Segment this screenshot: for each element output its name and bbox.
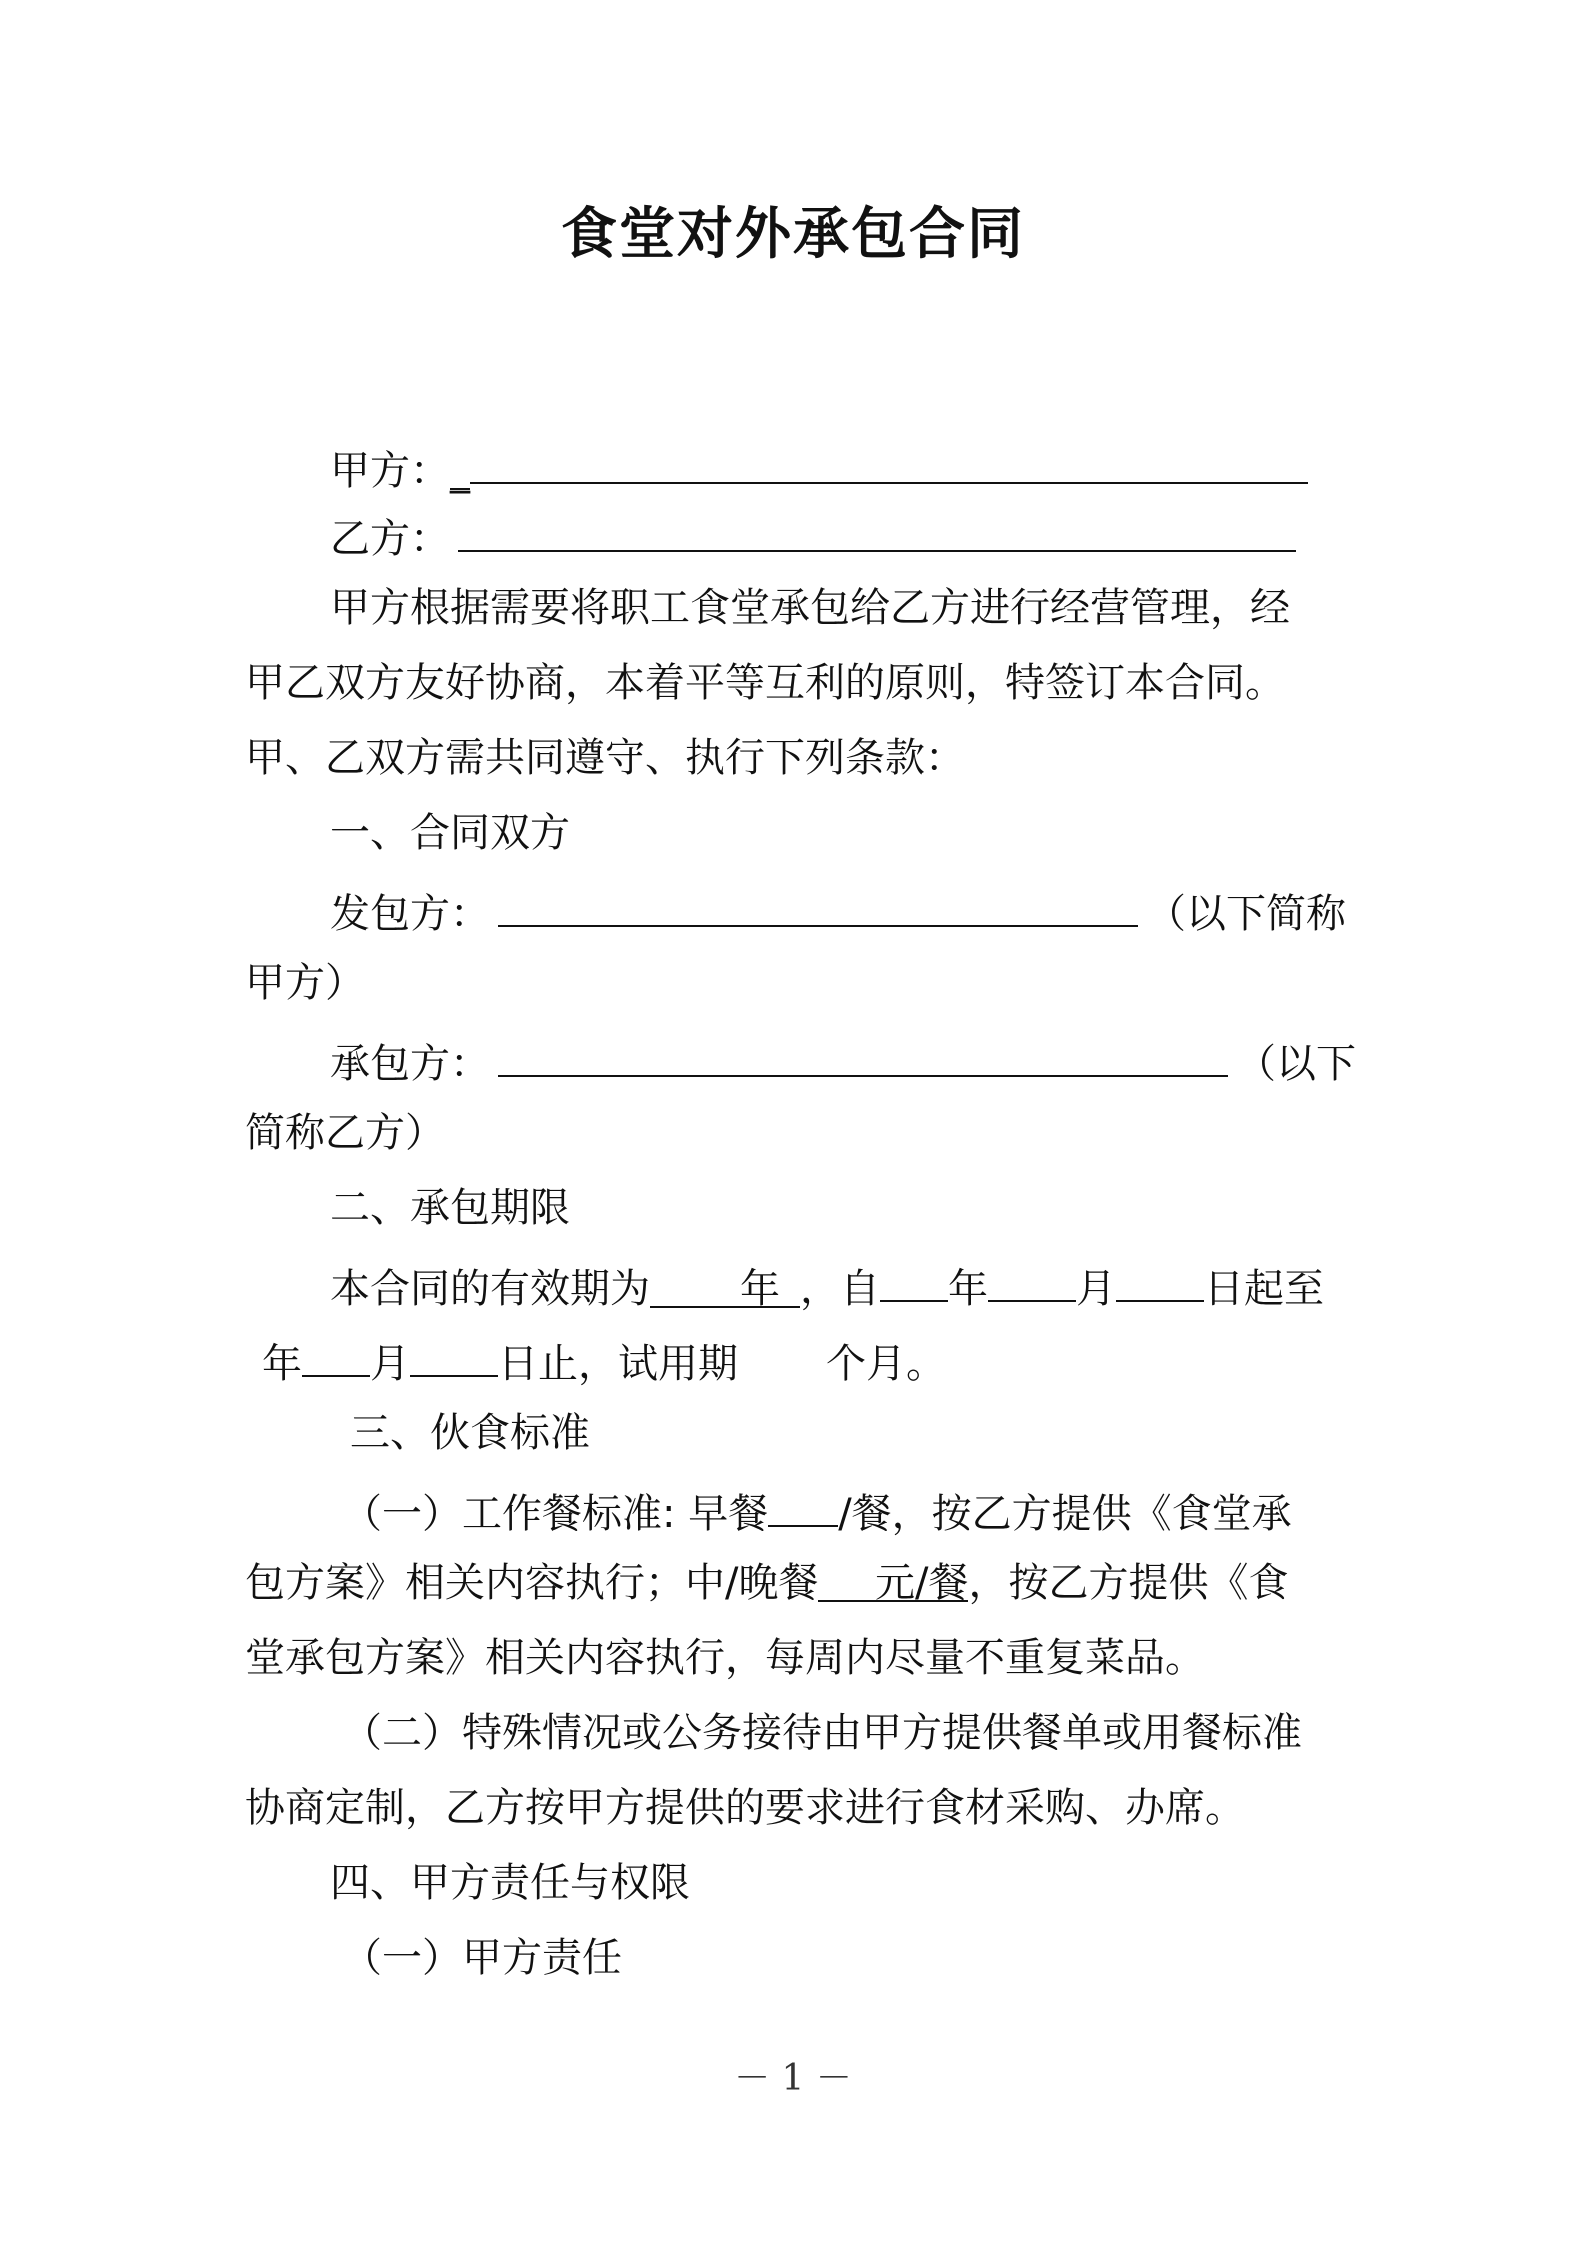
party-b-line [330, 508, 1296, 564]
breakfast-unit: /餐，按乙方提供《食堂承 [838, 1491, 1292, 1537]
party-a-value: _ [450, 448, 470, 494]
start-month-blank [988, 1258, 1076, 1302]
start-day-unit: 日起至 [1204, 1266, 1324, 1312]
term-line-1 [330, 1258, 1324, 1314]
party-b-blank [458, 508, 1296, 552]
term-prefix: 本合同的有效期为 [330, 1266, 650, 1312]
issuer-suffix: （以下简称 [1146, 891, 1346, 937]
page-number: － 1 － [734, 2058, 852, 2099]
contractor-label: 承包方： [330, 1041, 490, 1087]
intro-line-2: 甲乙双方友好协商，本着平等互利的原则，特签订本合同。 [245, 660, 1285, 706]
party-a-line [330, 440, 1308, 496]
section-2-heading: 二、承包期限 [330, 1185, 570, 1231]
start-month-unit: 月 [1076, 1266, 1116, 1312]
lunch-label: 包方案》相关内容执行；中/晚餐 [245, 1560, 819, 1606]
party-b-label: 乙方： [330, 516, 450, 562]
start-day-blank [1116, 1258, 1204, 1302]
lunch-blank: 元/餐 [818, 1558, 968, 1602]
term-years-blank [650, 1264, 800, 1312]
issuer-label: 发包方： [330, 891, 490, 937]
meal-line-2 [245, 1558, 1288, 1608]
end-day-blank [410, 1333, 498, 1377]
meal-line-1 [342, 1483, 1292, 1539]
document-title: 食堂对外承包合同 [561, 202, 1025, 267]
section-1-heading: 一、合同双方 [330, 810, 570, 856]
party-a-blank [470, 440, 1308, 484]
trial-months-unit: 个月。 [826, 1341, 946, 1387]
issuer-blank [498, 883, 1138, 927]
special-line-2: 协商定制，乙方按甲方提供的要求进行食材采购、办席。 [245, 1785, 1245, 1831]
section-4-heading: 四、甲方责任与权限 [330, 1860, 690, 1906]
intro-line-3: 甲、乙双方需共同遵守、执行下列条款： [245, 735, 965, 781]
end-month-unit: 月 [370, 1341, 410, 1387]
section-4-sub-1: （一）甲方责任 [342, 1935, 622, 1981]
section-3-heading: 三、伙食标准 [350, 1410, 590, 1456]
term-from: ，自 [800, 1266, 880, 1312]
contractor-suffix: （以下 [1236, 1041, 1356, 1087]
lunch-rest: ，按乙方提供《食 [968, 1560, 1289, 1606]
meal-standard-label: （一）工作餐标准: 早餐 [342, 1491, 769, 1537]
special-line-1: （二）特殊情况或公务接待由甲方提供餐单或用餐标准 [342, 1710, 1302, 1756]
meal-line-3: 堂承包方案》相关内容执行，每周内尽量不重复菜品。 [245, 1635, 1205, 1681]
party-a-label: 甲方： [330, 448, 450, 494]
intro-line-1: 甲方根据需要将职工食堂承包给乙方进行经营管理，经 [330, 585, 1290, 631]
term-year-unit: 年 [740, 1266, 780, 1312]
start-year-unit: 年 [948, 1266, 988, 1312]
end-month-blank [302, 1333, 370, 1377]
contractor-line [330, 1033, 1356, 1089]
issuer-line [330, 883, 1346, 939]
end-day-unit: 日止，试用期 [498, 1341, 738, 1387]
term-line-2 [262, 1333, 946, 1389]
contractor-blank [498, 1033, 1228, 1077]
breakfast-blank [768, 1483, 838, 1527]
contractor-suffix-cont: 简称乙方） [245, 1110, 445, 1156]
end-year-unit: 年 [262, 1341, 302, 1387]
issuer-suffix-cont: 甲方） [245, 960, 365, 1006]
start-year-blank [880, 1258, 948, 1302]
